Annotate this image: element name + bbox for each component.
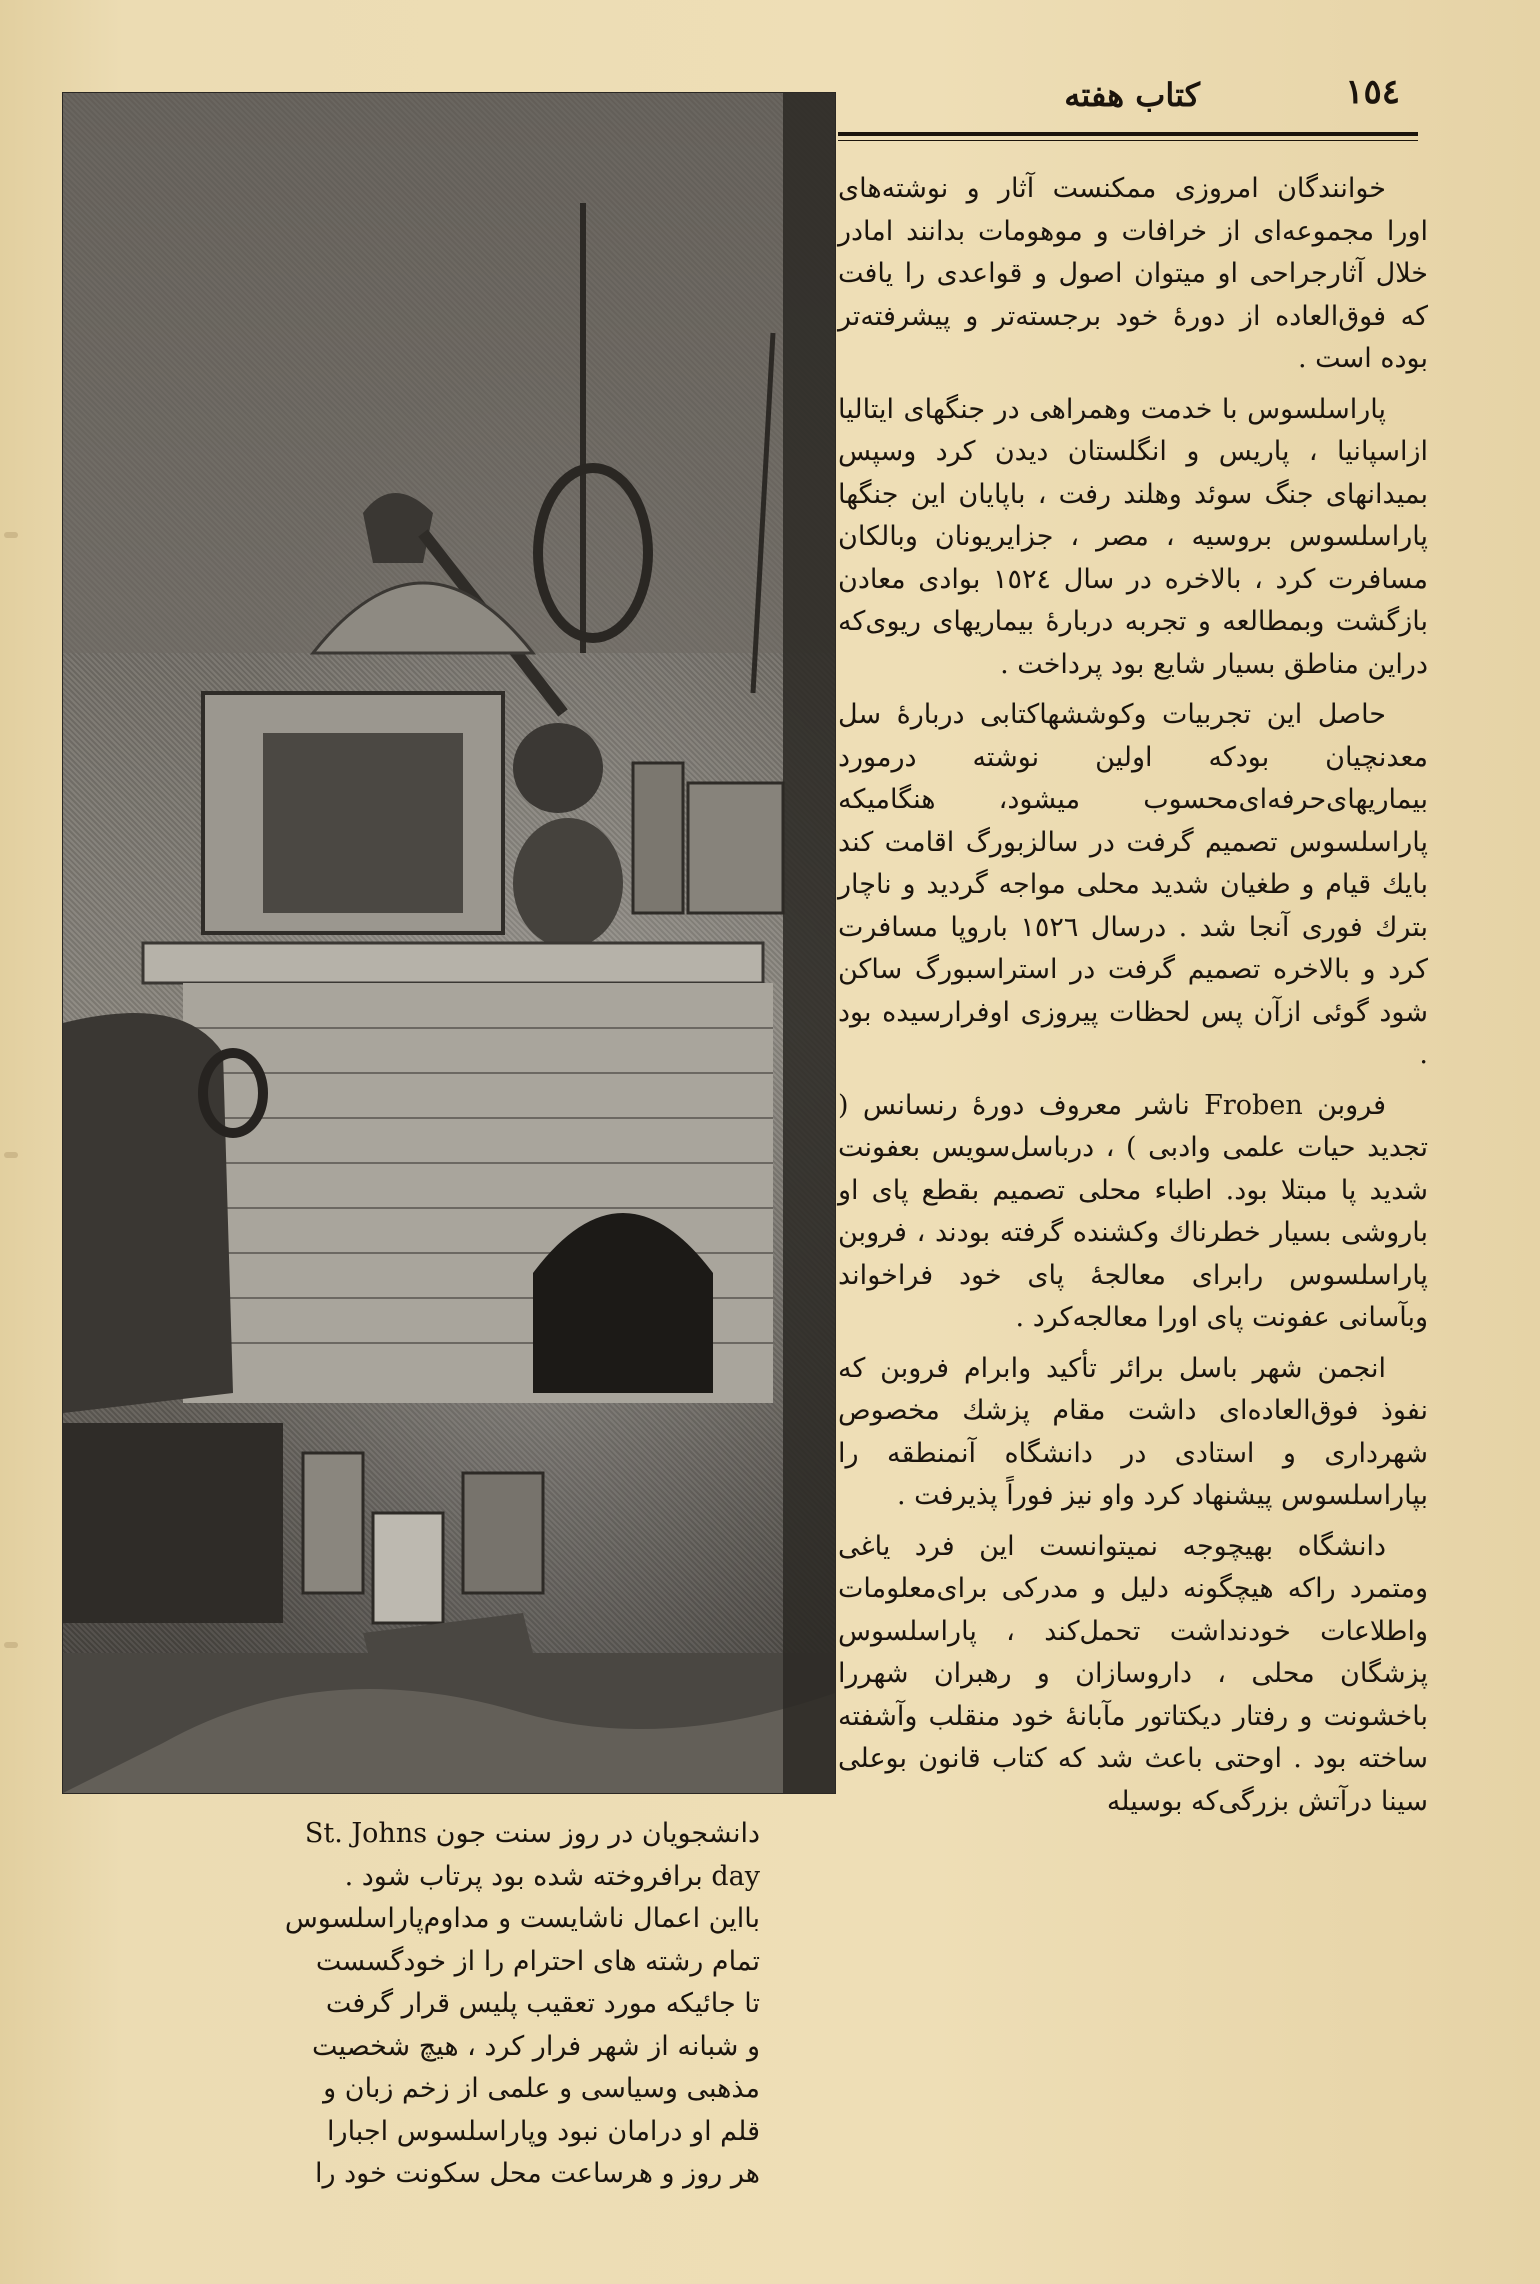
paragraph: خوانندگان امروزی ممکنست آثار و نوشته‌های اورا مجموعه‌ای از خرافات و موهومات بدانند امادر خلال آثارجراحی او میتوان اصول و قواعدی را یافت که فوق‌العاده از دورهٔ خود برجسته‌تر و پیشرفته‌تر بوده است . — [838, 173, 1428, 374]
caption-line: مذهبی وسیاسی و علمی از زخم زبان و — [323, 2073, 760, 2104]
book-title: کتاب هفته — [1064, 76, 1200, 114]
caption-line: day برافروخته شده بود پرتاب شود . — [344, 1860, 760, 1892]
caption-column — [150, 1813, 760, 2196]
paragraph: فروبن Froben ناشر معروف دورهٔ رنسانس ( تجدید حیات علمی وادبی ) ، درباسل‌سویس بعفونت شدید پا مبتلا بود. اطباء محلی تصمیم بقطع پای او باروشی بسیار خطرناك وکشنده گرفته بودند ، فروبن پاراسلسوس رابرای معالجهٔ پای خود فراخواند وبآسانی عفونت پای اورا معالجه‌کرد . — [838, 1089, 1428, 1333]
paragraph: انجمن شهر باسل برائر تأکید وابرام فروبن که نفوذ فوق‌العاده‌ای داشت مقام پزشك مخصوص شهرداری و استادی در دانشگاه آنمنطقه را بپاراسلسوس پیشنهاد کرد واو نیز فوراً پذیرفت . — [838, 1352, 1428, 1511]
paragraph: پاراسلسوس با خدمت وهمراهی در جنگهای ایتالیا ازاسپانیا ، پاریس و انگلستان دیدن کرد وسپس بمیدانهای جنگ سوئد وهلند رفت ، باپایان این جنگها پاراسلسوس بروسیه ، مصر ، جزایریونان وبالکان مسافرت کرد ، بالاخره در سال ١٥٢٤ بوادی معادن بازگشت وبمطالعه و تجربه دربارهٔ بیماریهای ریوی‌که دراین مناطق بسیار شایع بود پرداخت . — [838, 393, 1428, 680]
caption-line: تمام رشته های احترام را از خودگسست — [315, 1945, 760, 1977]
caption-line: دانشجویان در روز سنت جون St. Johns — [304, 1818, 760, 1849]
header-rule — [838, 132, 1418, 136]
page-header — [740, 72, 1400, 132]
caption-line: و شبانه از شهر فرار کرد ، هیچ شخصیت — [312, 2030, 760, 2062]
page-number: ١٥٤ — [1345, 72, 1400, 112]
alchemist-furnace-photo — [62, 92, 836, 1794]
caption-line: قلم او درامان نبود وپاراسلسوس اجبارا — [327, 2115, 760, 2147]
paragraph: دانشگاه بهیچوجه نمیتوانست این فرد یاغی ومتمرد راکه هیچگونه دلیل و مدرکی برای‌معلومات واطلاعات خودنداشت تحمل‌کند ، پاراسلسوس پزشگان محلی ، داروسازان و رهبران شهررا باخشونت و رفتار دیکتاتور مآبانهٔ خود منقلب وآشفته ساخته بود . اوحتی باعث شد که کتاب قانون بوعلی سینا درآتش بزرگی‌که بوسیله — [838, 1530, 1428, 1817]
caption-line: هر روز و هرساعت محل سکونت خود را — [314, 2158, 760, 2189]
main-article-column — [838, 168, 1428, 1831]
caption-line: بااین اعمال ناشایست و مداوم‌پاراسلسوس — [284, 1903, 760, 1934]
caption-line: تا جائیکه مورد تعقیب پلیس قرار گرفت — [325, 1988, 760, 2019]
header-rule-thin — [838, 140, 1418, 141]
photo-drawing — [63, 93, 835, 1793]
paragraph: حاصل این تجربیات وکوششهاکتابی دربارهٔ سل معدنچیان بودکه اولین نوشته درمورد بیماریهای‌حرفه‌ای‌محسوب میشود، هنگامیکه پاراسلسوس تصمیم گرفت در سالزبورگ اقامت کند بایك قیام و طغیان شدید محلی مواجه گردید و ناچار بترك فوری آنجا شد . درسال ١٥٢٦ باروپا مسافرت کرد و بالاخره تصمیم گرفت در استراسبورگ ساکن شود گوئی ازآن پس لحظات پیروزی اوفرارسیده بود . — [838, 699, 1428, 1070]
